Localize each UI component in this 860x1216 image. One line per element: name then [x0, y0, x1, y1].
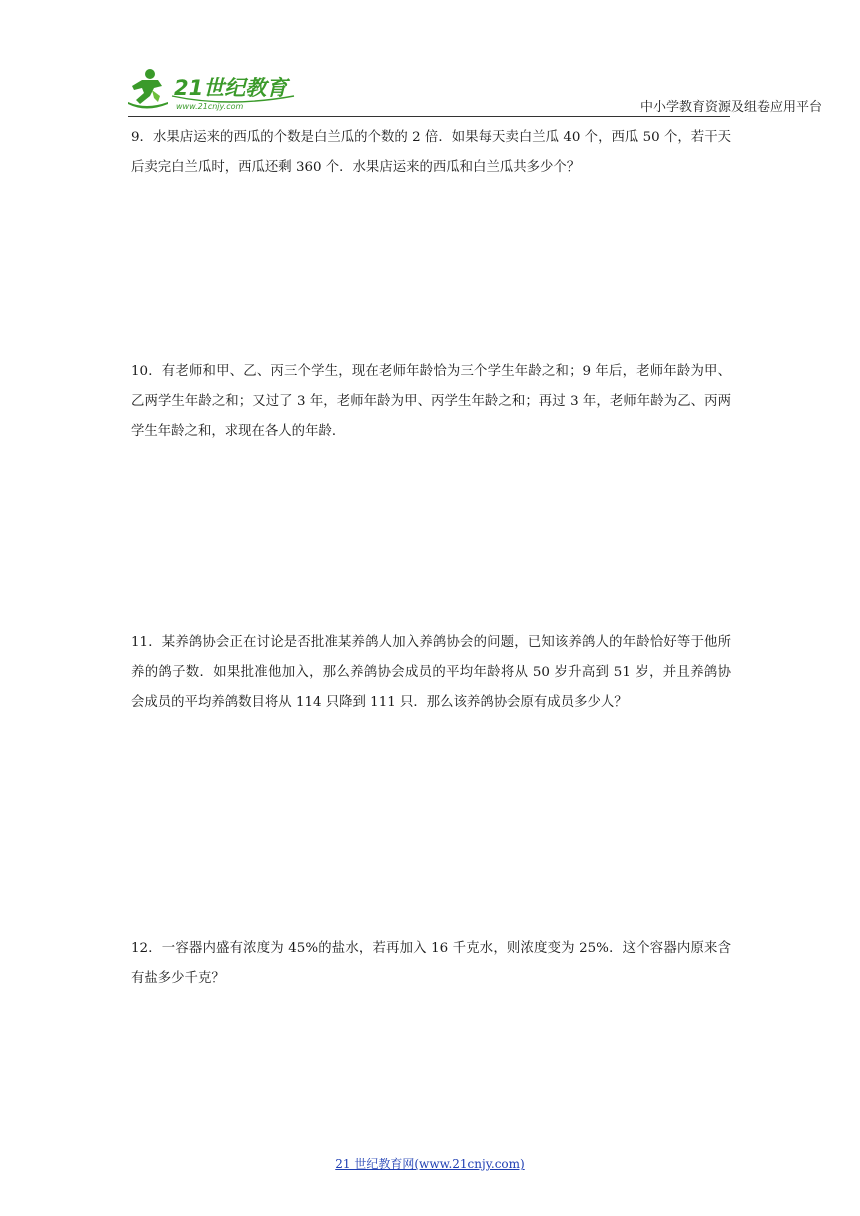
- site-logo[interactable]: [128, 66, 298, 112]
- logo-text: 21世纪教育: [174, 76, 288, 100]
- footer-link[interactable]: 21 世纪教育网(www.21cnjy.com): [335, 1157, 525, 1171]
- question-11: 11．某养鸽协会正在讨论是否批准某养鸽人加入养鸽协会的问题，已知该养鸽人的年龄恰好等于他所养的鸽子数．如果批准他加入，那么养鸽协会成员的平均年龄将从 50 岁升高到 51 岁，并且养鸽协会成员的平均养鸽数目将从 114 只降到 111 只．那么该养鸽协会原有成员多少人？: [131, 635, 731, 710]
- logo-url-text: www.21cnjy.com: [176, 102, 244, 111]
- site-tagline: 中小学教育资源及组卷应用平台: [639, 100, 822, 115]
- footer: [0, 1155, 860, 1172]
- question-9: 9．水果店运来的西瓜的个数是白兰瓜的个数的 2 倍．如果每天卖白兰瓜 40 个，西瓜 50 个，若干天后卖完白兰瓜时，西瓜还剩 360 个．水果店运来的西瓜和白兰瓜共多少个？: [131, 130, 731, 175]
- question-10: 10．有老师和甲、乙、丙三个学生，现在老师年龄恰为三个学生年龄之和；9 年后，老师年龄为甲、乙两学生年龄之和；又过了 3 年，老师年龄为甲、丙学生年龄之和；再过 3 年，老师年龄为乙、丙两学生年龄之和，求现在各人的年龄．: [131, 364, 731, 439]
- question-12: 12．一容器内盛有浓度为 45%的盐水，若再加入 16 千克水，则浓度变为 25%．这个容器内原来含有盐多少千克？: [131, 941, 731, 986]
- runner-logo-icon: [128, 66, 298, 112]
- header-divider: [128, 116, 730, 117]
